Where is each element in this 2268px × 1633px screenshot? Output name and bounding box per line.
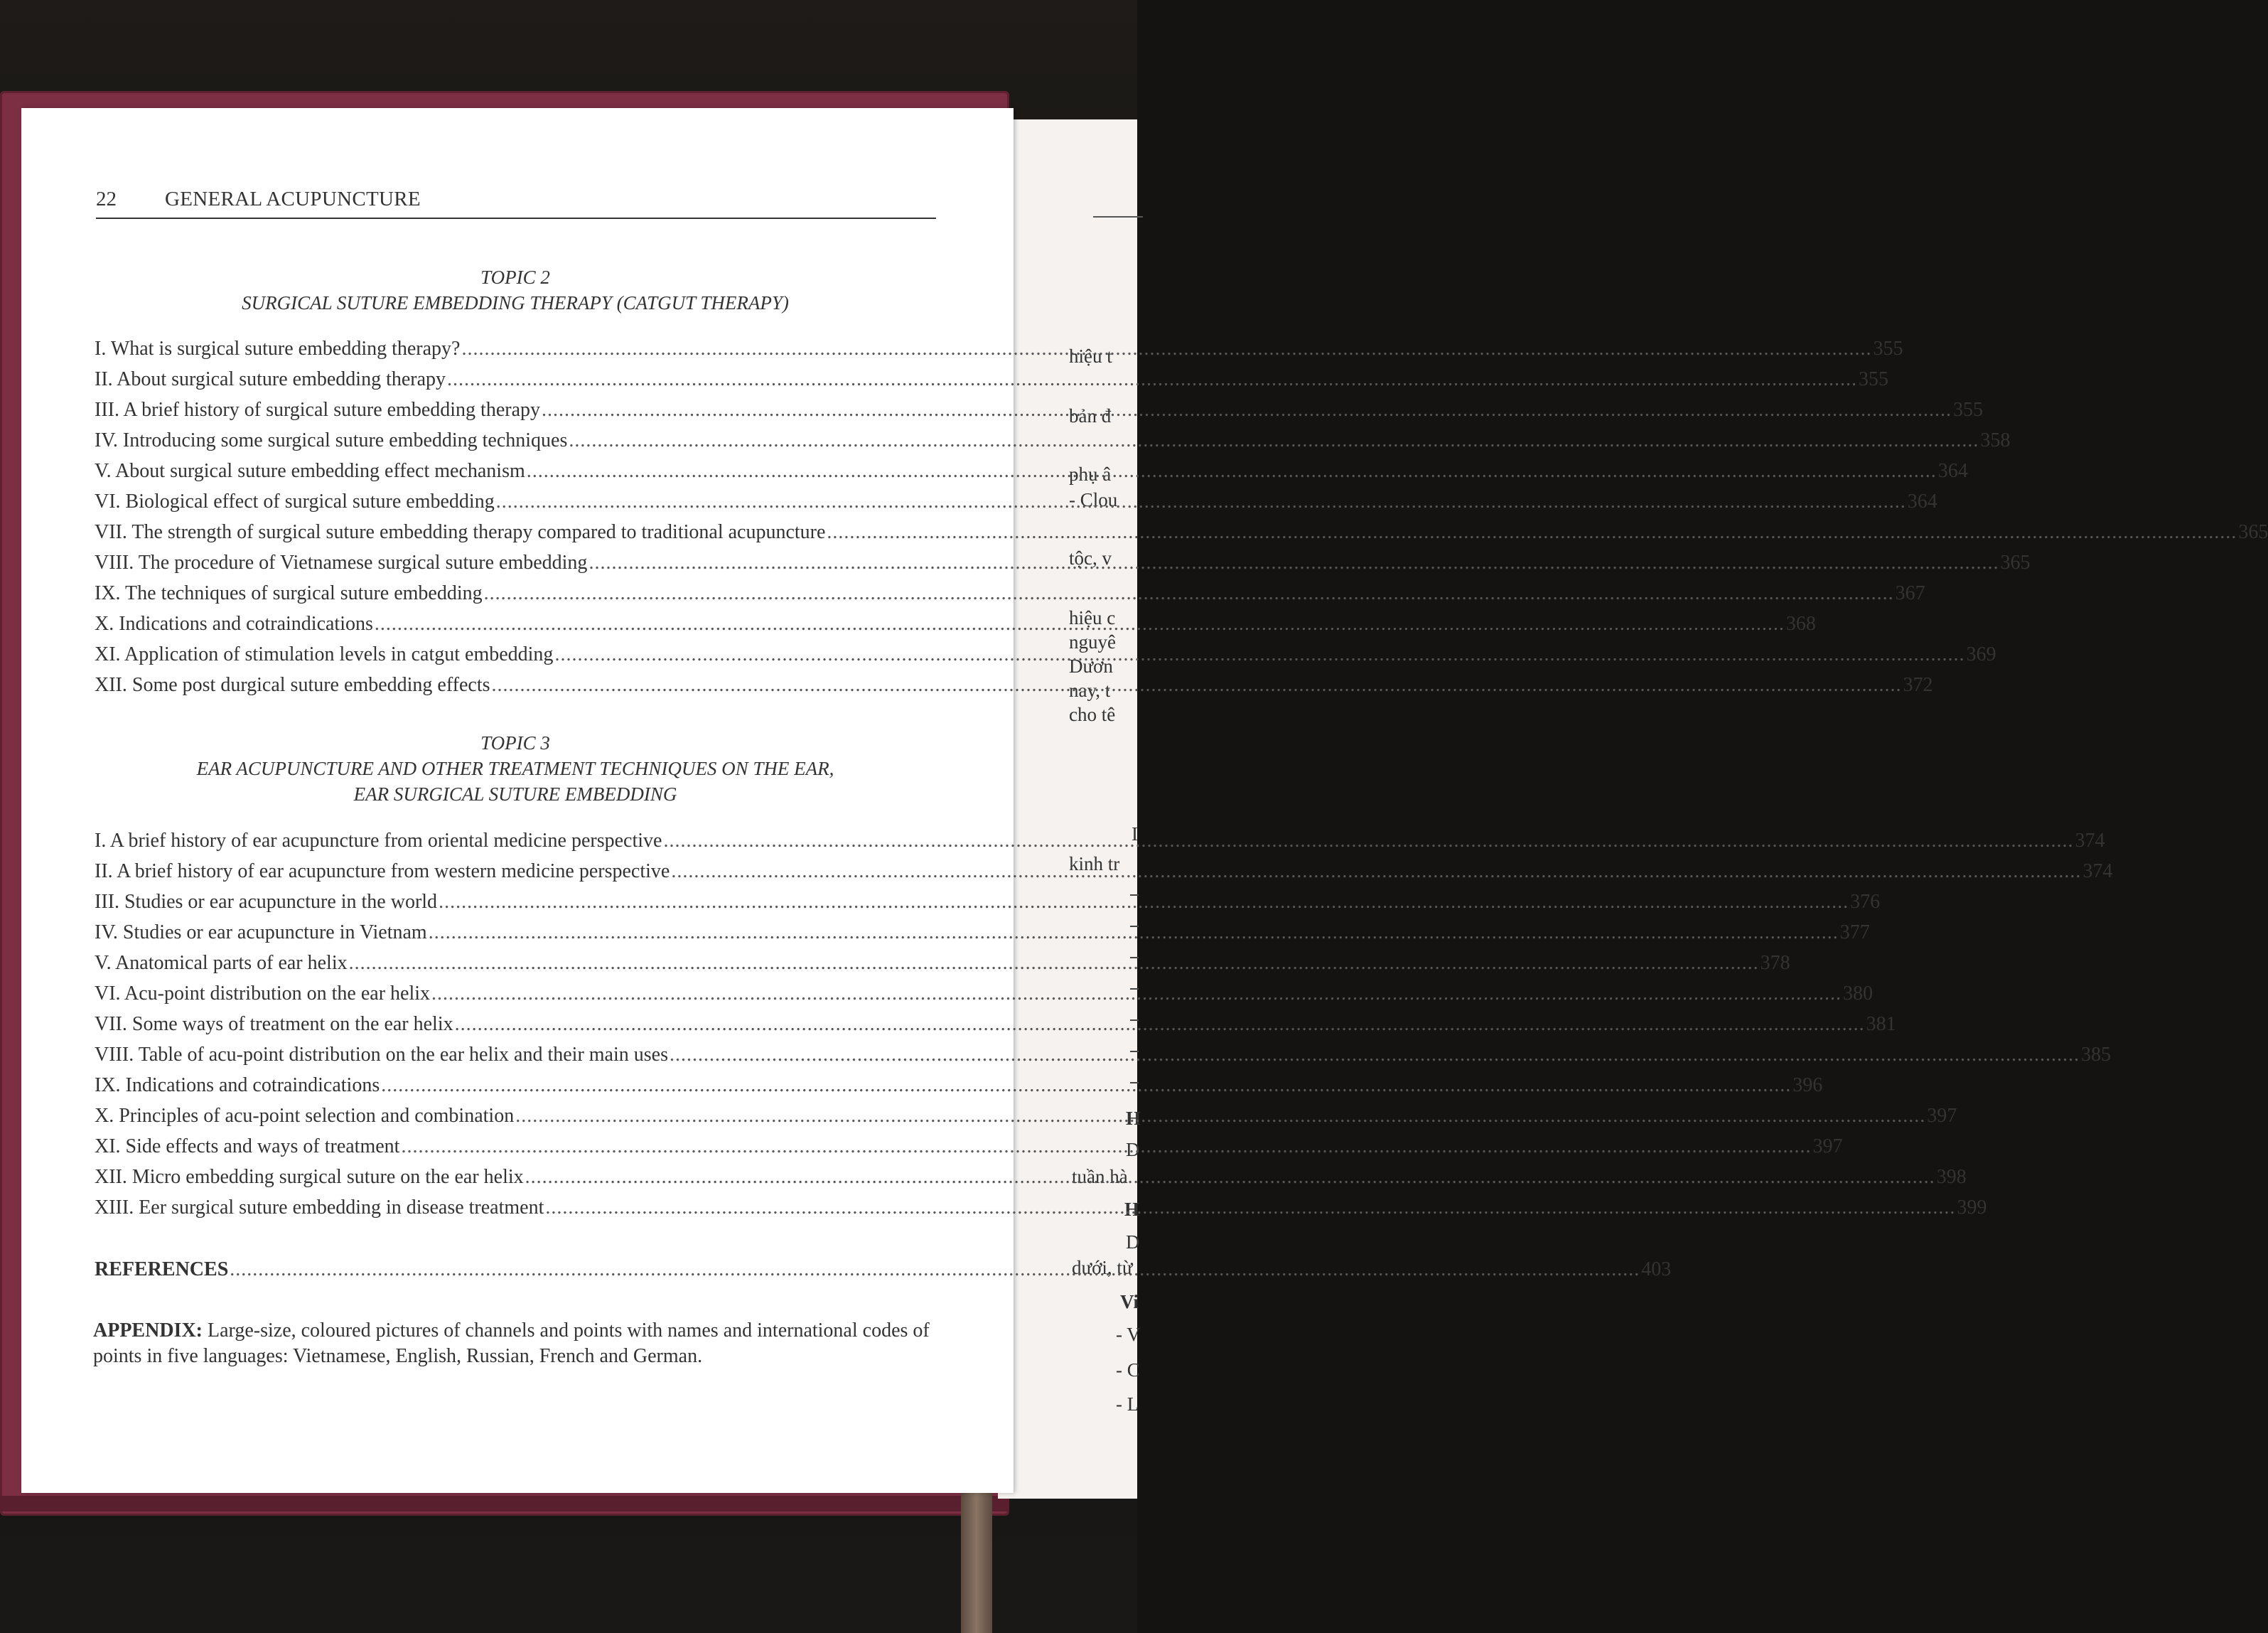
toc-entry-title: I. What is surgical suture embedding therapy? bbox=[95, 338, 461, 360]
facing-page-text: Dươn bbox=[1069, 655, 1113, 677]
toc-entry-title: II. About surgical suture embedding therapy bbox=[95, 368, 446, 390]
toc-entry-title: XI. Application of stimulation levels in catgut embedding bbox=[95, 643, 554, 665]
leader-dots bbox=[230, 1258, 1640, 1281]
topic-2-heading bbox=[96, 264, 935, 316]
toc-entry-title: VII. Some ways of treatment on the ear helix bbox=[95, 1013, 453, 1035]
facing-page-text: nguyê bbox=[1069, 631, 1116, 653]
toc-entry-page: 355 bbox=[1873, 338, 1903, 360]
toc-entry-page: 397 bbox=[1812, 1135, 1843, 1157]
toc-entry-title: IX. Indications and cotraindications bbox=[95, 1074, 380, 1096]
topic-3-heading bbox=[96, 730, 935, 807]
toc-entry-page: 355 bbox=[1953, 399, 1983, 421]
toc-entry-title: VIII. Table of acu-point distribution on the ear helix and their main uses bbox=[95, 1044, 668, 1066]
appendix-label: APPENDIX: bbox=[93, 1319, 203, 1342]
facing-page-text: - C bbox=[1116, 1359, 1140, 1381]
toc-entry-title: X. Principles of acu-point selection and combination bbox=[95, 1105, 515, 1127]
topic-2-label: TOPIC 2 bbox=[480, 267, 550, 288]
toc-entry-title: XII. Some post durgical suture embedding effects bbox=[95, 674, 490, 696]
toc-entry-page: 399 bbox=[1957, 1196, 1987, 1219]
facing-page-text: H bbox=[1124, 1199, 1140, 1220]
facing-page-text: cho tê bbox=[1069, 704, 1116, 725]
toc-entry-page: 397 bbox=[1927, 1105, 1957, 1127]
leader-dots bbox=[462, 338, 1872, 360]
leader-dots bbox=[349, 952, 1759, 975]
topic-3-title-line-1: EAR ACUPUNCTURE AND OTHER TREATMENT TECHNIQUES ON THE EAR, bbox=[196, 758, 834, 779]
leader-dots bbox=[670, 1044, 2080, 1066]
toc-entry-page: 364 bbox=[1938, 460, 1968, 482]
toc-entry-title: VIII. The procedure of Vietnamese surgical suture embedding bbox=[95, 552, 588, 574]
leader-dots bbox=[492, 674, 1902, 697]
leader-dots bbox=[447, 368, 1857, 391]
topic-3-title-line-2: EAR SURGICAL SUTURE EMBEDDING bbox=[353, 783, 677, 805]
toc-entry-page: 372 bbox=[1903, 674, 1933, 696]
toc-entry-title: VI. Acu-point distribution on the ear helix bbox=[95, 983, 431, 1005]
facing-page-text: D bbox=[1126, 1231, 1140, 1253]
leader-dots bbox=[554, 643, 1965, 666]
references-label: REFERENCES bbox=[95, 1258, 229, 1280]
leader-dots bbox=[375, 613, 1785, 636]
toc-entry[interactable] bbox=[95, 1074, 1823, 1105]
toc-entry-title: XII. Micro embedding surgical suture on the ear helix bbox=[95, 1166, 524, 1188]
facing-page-text: H bbox=[1126, 1108, 1141, 1129]
toc-entry-title: VII. The strength of surgical suture embedding therapy compared to traditional acupuncture bbox=[95, 521, 826, 543]
leader-dots bbox=[525, 1166, 1935, 1189]
leader-dots bbox=[401, 1135, 1811, 1158]
facing-page-text: Vi bbox=[1120, 1291, 1139, 1312]
leader-dots bbox=[671, 860, 2081, 883]
toc-entry-page: 376 bbox=[1850, 891, 1881, 913]
toc-entry-title: V. About surgical suture embedding effect mechanism bbox=[95, 460, 525, 482]
toc-entry-page: 367 bbox=[1895, 582, 1925, 604]
leader-dots bbox=[545, 1196, 1955, 1219]
leader-dots bbox=[381, 1074, 1791, 1097]
toc-entry-page: 368 bbox=[1785, 613, 1816, 635]
topic-3-label: TOPIC 3 bbox=[480, 732, 550, 754]
bookmark-ribbon bbox=[961, 1493, 992, 1633]
page-number: 22 bbox=[96, 188, 117, 210]
facing-page-text: hiệu t bbox=[1069, 346, 1112, 367]
leader-dots bbox=[827, 521, 2237, 544]
leader-dots bbox=[455, 1013, 1865, 1036]
toc-entry[interactable] bbox=[95, 921, 1870, 952]
leader-dots bbox=[663, 830, 2073, 852]
leader-dots bbox=[542, 399, 1952, 422]
toc-entry-page: 374 bbox=[2075, 830, 2105, 852]
toc-entry-page: 365 bbox=[2238, 521, 2268, 543]
appendix-note bbox=[93, 1318, 939, 1369]
leader-dots bbox=[515, 1105, 1925, 1128]
book-cover-edge bbox=[0, 1496, 1009, 1511]
topic-2-title: SURGICAL SUTURE EMBEDDING THERAPY (CATGUT THERAPY) bbox=[242, 292, 789, 314]
leader-dots bbox=[527, 460, 1937, 483]
toc-entry[interactable] bbox=[95, 1013, 1896, 1044]
leader-dots bbox=[569, 429, 1979, 452]
toc-entry-page: 369 bbox=[1966, 643, 1996, 665]
toc-entry-title: XIII. Eer surgical suture embedding in disease treatment bbox=[95, 1196, 544, 1219]
leader-dots bbox=[484, 582, 1894, 605]
facing-page-text: - V bbox=[1116, 1324, 1141, 1345]
toc-entry-page: 398 bbox=[1936, 1166, 1967, 1188]
toc-entry-page: 377 bbox=[1839, 921, 1870, 943]
toc-entry-page: 380 bbox=[1843, 983, 1874, 1005]
toc-entry[interactable] bbox=[95, 1135, 1843, 1166]
toc-entry[interactable] bbox=[95, 952, 1790, 983]
toc-entry[interactable] bbox=[95, 1044, 2111, 1074]
references-page: 403 bbox=[1641, 1258, 1672, 1280]
toc-entry[interactable] bbox=[95, 983, 1874, 1013]
toc-entry-title: I. A brief history of ear acupuncture from oriental medicine perspective bbox=[95, 830, 662, 852]
facing-page bbox=[998, 119, 1141, 1499]
toc-entry[interactable] bbox=[95, 1105, 1957, 1135]
toc-entry-page: 396 bbox=[1793, 1074, 1823, 1096]
toc-entry-page: 385 bbox=[2080, 1044, 2111, 1066]
facing-page-text: - Clou bbox=[1069, 489, 1118, 510]
leader-dots bbox=[431, 983, 1842, 1005]
toc-entry-page: 374 bbox=[2082, 860, 2113, 882]
toc-entry-title: XI. Side effects and ways of treatment bbox=[95, 1135, 400, 1157]
facing-page-text: nay, t bbox=[1069, 680, 1111, 701]
toc-entry[interactable] bbox=[95, 368, 1889, 399]
toc-entry-title: III. A brief history of surgical suture embedding therapy bbox=[95, 399, 540, 421]
toc-entry[interactable] bbox=[95, 1196, 1987, 1227]
facing-page-text: - L bbox=[1116, 1393, 1139, 1415]
toc-entry-page: 364 bbox=[1907, 491, 1938, 513]
facing-page-text: hiệu c bbox=[1069, 607, 1116, 628]
toc-entry-title: V. Anatomical parts of ear helix bbox=[95, 952, 348, 974]
toc-entry[interactable] bbox=[95, 429, 2011, 460]
toc-entry-page: 378 bbox=[1760, 952, 1790, 974]
facing-page-text: I bbox=[1132, 823, 1138, 845]
toc-entry-page: 358 bbox=[1980, 429, 2011, 451]
facing-page-header-rule bbox=[1093, 216, 1143, 218]
toc-entry-page: 365 bbox=[2000, 552, 2031, 574]
toc-entry-page: 381 bbox=[1866, 1013, 1896, 1035]
toc-entry-title: X. Indications and cotraindications bbox=[95, 613, 373, 635]
leader-dots bbox=[439, 891, 1849, 914]
toc-entry[interactable] bbox=[95, 830, 2105, 860]
toc-entry-title: IV. Introducing some surgical suture embedding techniques bbox=[95, 429, 568, 451]
toc-entry[interactable] bbox=[95, 521, 2268, 552]
toc-entry[interactable] bbox=[95, 582, 1925, 613]
appendix-text: Large-size, coloured pictures of channels and points with names and international codes of points in five languages: Vietnamese, English, Russian, French and German. bbox=[93, 1319, 930, 1367]
facing-page-text: D bbox=[1126, 1139, 1140, 1160]
leader-dots bbox=[429, 921, 1839, 944]
toc-entry-title: IX. The techniques of surgical suture embedding bbox=[95, 582, 483, 604]
toc-entry-title: IV. Studies or ear acupuncture in Vietnam bbox=[95, 921, 427, 943]
toc-entry-title: II. A brief history of ear acupuncture from western medicine perspective bbox=[95, 860, 670, 882]
toc-entry-page: 355 bbox=[1859, 368, 1889, 390]
page-header bbox=[96, 186, 936, 219]
leader-dots bbox=[589, 552, 1999, 574]
running-title: GENERAL ACUPUNCTURE bbox=[165, 188, 421, 210]
facing-page-text: phụ â bbox=[1069, 464, 1112, 485]
facing-page-text: tuần hà bbox=[1072, 1166, 1128, 1187]
leader-dots bbox=[496, 491, 1906, 513]
toc-entry-title: III. Studies or ear acupuncture in the world bbox=[95, 891, 438, 913]
facing-page-text: kinh tr bbox=[1069, 853, 1120, 874]
facing-page-text: tộc, v bbox=[1069, 547, 1112, 569]
facing-page-text: bản đ bbox=[1069, 405, 1112, 427]
toc-entry[interactable] bbox=[95, 891, 1881, 921]
toc-entry-title: VI. Biological effect of surgical suture embedding bbox=[95, 491, 495, 513]
facing-page-text: dưới, từ bbox=[1072, 1257, 1133, 1278]
